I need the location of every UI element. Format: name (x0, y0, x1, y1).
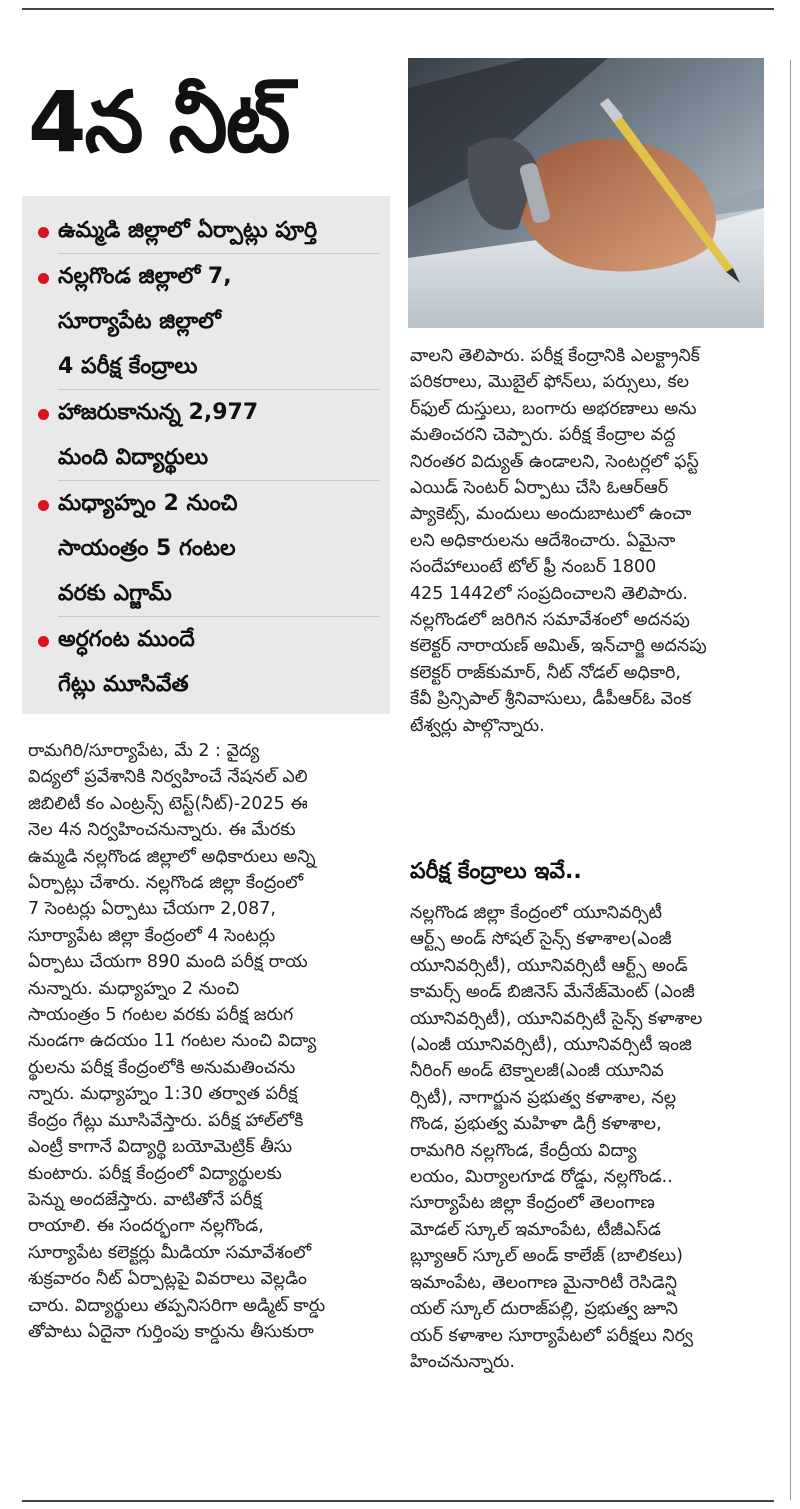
headline: 4న నీట్ (28, 73, 289, 171)
article-left-column: రామగిరి/సూర్యాపేట, మే 2 : వైద్య విద్యలో ప్రవేశానికి నిర్వహించే నేషనల్ ఎలి జిబిలిటీ కం ఎంట్రన్స్ టెస్ట్(నీట్)-2025 ఈ నెల 4న నిర్వహించనున్నారు. ఈ మేరకు ఉమ్మడి నల్లగొండ జిల్లాలో అధికారులు అన్ని ఏర్పాట్లు చేశారు. నల్లగొండ జిల్లా కేంద్రంలో 7 సెంటర్లు ఏర్పాటు చేయగా 2,087, సూర్యాపేట జిల్లా కేంద్రంలో 4 సెంటర్లు ఏర్పాటు చేయగా 890 మంది పరీక్ష రాయ నున్నారు. మధ్యాహ్నం 2 నుంచి సాయంత్రం 5 గంటల వరకు పరీక్ష జరుగ నుండగా ఉదయం 11 గంటల నుంచి విద్యా ర్థులను పరీక్ష కేంద్రంలోకి అనుమతించను న్నారు. మధ్యాహ్నం 1:30 తర్వాత పరీక్ష కేంద్రం గేట్లు మూసివేస్తారు. పరీక్ష హాల్‌లోకి ఎంట్రీ కాగానే విద్యార్థి బయోమెట్రిక్ తీసు కుంటారు. పరీక్ష కేంద్రంలో విద్యార్థులకు పెన్ను అందజేస్తారు. వాటితోనే పరీక్ష రాయాలి. ఈ సందర్భంగా నల్లగొండ, సూర్యాపేట కలెక్టర్లు మీడియా సమావేశంలో శుక్రవారం నీట్ ఏర్పాట్లపై వివరాలు వెల్లడిం చారు. విద్యార్థులు తప్పనిసరిగా అడ్మిట్ కార్డు తోపాటు ఏదైనా గుర్తింపు కార్డును తీసుకురా (28, 741, 326, 1342)
column-divider (790, 60, 791, 1500)
highlight-line: 4 పరీక్ష కేంద్రాలు (58, 344, 380, 390)
highlight-item (32, 208, 380, 254)
highlight-line: గేట్లు మూసివేత (58, 672, 189, 697)
highlight-line: అర్ధగంట ముందే (58, 627, 195, 652)
bullet-icon (38, 636, 49, 647)
article-right-column-top: వాలని తెలిపారు. పరీక్ష కేంద్రానికి ఎలక్ట్రానిక్ పరికరాలు, మొబైల్ ఫోన్‌లు, పర్సులు, కల ర్‌ఫుల్ దుస్తులు, బంగారు అభరణాలు అను మతించరని చెప్పారు. పరీక్ష కేంద్రాల వద్ద నిరంతర విద్యుత్ ఉండాలని, సెంటర్లలో ఫస్ట్ ఎయిడ్ సెంటర్ ఏర్పాటు చేసి ఓఆర్ఆర్ ప్యాకెట్స్, మందులు అందుబాటులో ఉంచా లని అధికారులను ఆదేశించారు. ఏమైనా సందేహాలుంటే టోల్ ఫ్రీ నంబర్ 1800 425 1442లో సంప్రదించాలని తెలిపారు. నల్లగొండలో జరిగిన సమావేశంలో అదనపు కలెక్టర్ నారాయణ్ అమిత్, ఇన్‌చార్జి అదనపు కలెక్టర్ రాజ్‌కుమార్, నీట్ నోడల్ అధికారి, కేవీ ప్రిన్సిపాల్ శ్రీనివాసులు, డీపీఆర్ఓ వెంక టేశ్వర్లు పాల్గొన్నారు. (410, 346, 707, 736)
highlight-line: సాయంత్రం 5 గంటల (58, 536, 236, 561)
exam-centers-subheading: పరీక్ష కేంద్రాలు ఇవే.. (410, 859, 582, 884)
hand-writing-image (408, 58, 764, 328)
bullet-icon (38, 273, 49, 284)
highlight-item (32, 617, 380, 707)
top-rule (22, 8, 774, 10)
bottom-rule (22, 1500, 774, 1502)
highlight-item (32, 390, 380, 481)
highlight-line: వరకు ఎగ్జామ్ (58, 571, 380, 617)
highlight-item (32, 254, 380, 390)
highlight-line: నల్లగొండ జిల్లాలో 7, (58, 264, 232, 289)
bullet-icon (38, 409, 49, 420)
highlight-line: ఉమ్మడి జిల్లాలో ఏర్పాట్లు పూర్తి (58, 208, 380, 254)
bullet-icon (38, 500, 49, 511)
highlight-line: హాజరుకానున్న 2,977 (58, 400, 259, 425)
highlight-line: సూర్యాపేట జిల్లాలో (58, 309, 221, 334)
highlight-line: మంది విద్యార్థులు (58, 435, 380, 481)
article-right-column-bottom: నల్లగొండ జిల్లా కేంద్రంలో యూనివర్సిటీ ఆర్ట్స్ అండ్ సోషల్ సైన్స్ కళాశాల(ఎంజీ యూనివర్సిటీ), యూనివర్సిటీ ఆర్ట్స్ అండ్ కామర్స్ అండ్ బిజినెస్ మేనేజ్‌మెంట్ (ఎంజీ యూనివర్సిటీ), యూనివర్సిటీ సైన్స్ కళాశాల (ఎంజీ యూనివర్సిటీ), యూనివర్సిటీ ఇంజి నీరింగ్ అండ్ టెక్నాలజీ(ఎంజీ యూనివ ర్సిటీ), నాగార్జున ప్రభుత్వ కళాశాల, నల్ల గొండ, ప్రభుత్వ మహిళా డిగ్రీ కళాశాల, రామగిరి నల్లగొండ, కేంద్రీయ విద్యా లయం, మిర్యాలగూడ రోడ్డు, నల్లగొండ.. సూర్యాపేట జిల్లా కేంద్రంలో తెలంగాణ మోడల్ స్కూల్ ఇమాంపేట, టీజీఎస్‌డ బ్ల్యూఆర్ స్కూల్ అండ్ కాలేజ్ (బాలికలు) ఇమాంపేట, తెలంగాణ మైనారిటీ రెసిడెన్షి యల్ స్కూల్ దురాజ్‌పల్లి, ప్రభుత్వ జూని యర్ కళాశాల సూర్యాపేటలో పరీక్షలు నిర్వ హించనున్నారు. (410, 903, 703, 1372)
bullet-icon (38, 227, 49, 238)
highlight-item (32, 481, 380, 617)
highlights-box (22, 196, 390, 714)
highlight-line: మధ్యాహ్నం 2 నుంచి (58, 491, 238, 516)
exam-writing-photo (408, 58, 764, 328)
